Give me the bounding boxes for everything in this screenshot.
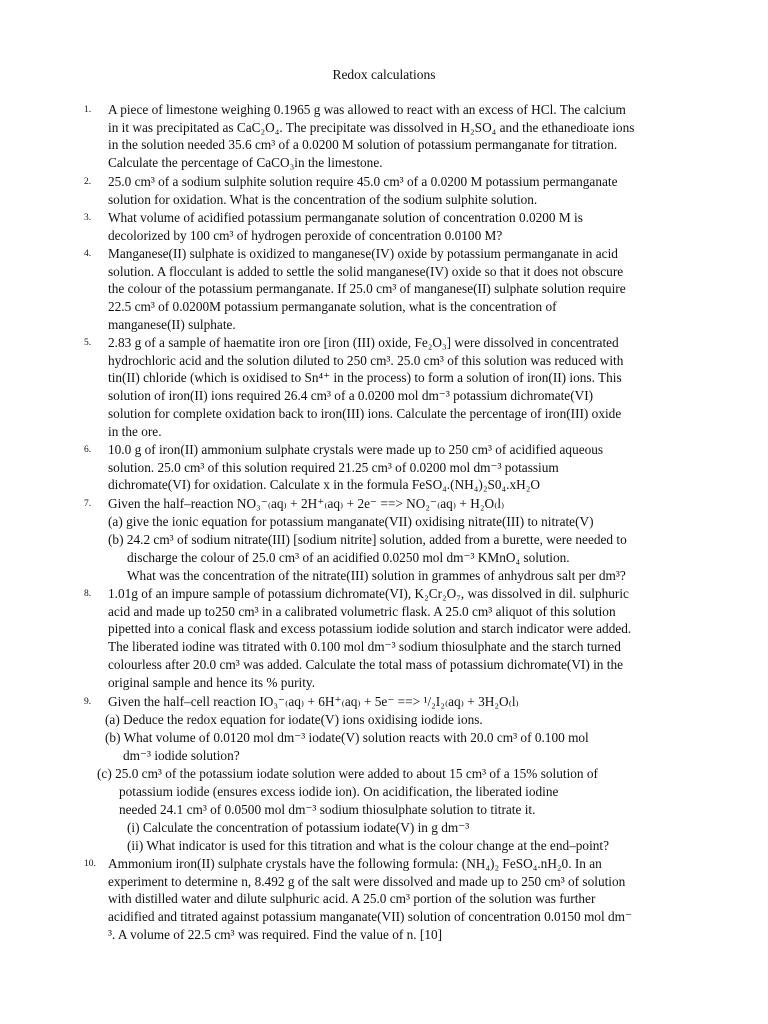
question-text [108,441,714,494]
question-text [108,334,714,440]
question-number: 7. [84,499,92,509]
text-line: dichromate(VI) for oxidation. Calculate x in the formula FeSO₄.(NH₄)₂S0₄.xH₂O [108,477,540,493]
text-line: The liberated iodine was titrated with 0.100 mol dm⁻³ sodium thiosulphate and the starch turned [108,639,621,655]
text-line: colourless after 20.0 cm³ was added. Calculate the total mass of potassium dichromate(VI) in the [108,656,624,672]
text-line: 2.83 g of a sample of haematite iron ore [iron (III) oxide, Fe₂O₃] were dissolved in concentrated [108,335,619,350]
question-number: 10. [84,859,96,869]
text-line: Calculate the percentage of CaCO₃in the limestone. [108,155,383,171]
text-line: solution. A flocculant is added to settle the solid manganese(IV) oxide so that it does not obscure [108,263,624,279]
question-number: 5. [84,338,92,348]
subpart-a: (a) Deduce the redox equation for iodate(V) ions oxidising iodide ions. [105,712,483,727]
text-line: in it was precipitated as CaC₂O₄. The precipitate was dissolved in H₂SO₄ and the ethanedioate ions [108,119,635,135]
text-line: pipetted into a conical flask and excess potassium iodide solution and starch indicator were added. [108,621,632,637]
text-line: experiment to determine n, 8.492 g of the salt were dissolved and made up to 250 cm³ of solution [108,873,626,889]
subpart-b-line: What was the concentration of the nitrate(III) solution in grammes of anhydrous salt per dm³? [127,568,626,583]
question-number: 9. [84,697,92,707]
question-stem: Given the half–reaction NO₃⁻₍aq₎ + 2H⁺₍aq₎ + 2e⁻ ==> NO₂⁻₍aq₎ + H₂O₍l₎ [108,496,505,511]
subpart-b-line: discharge the colour of 25.0 cm³ of an acidified 0.0250 mol dm⁻³ KMnO₄ solution. [127,550,570,565]
text-line: 22.5 cm³ of 0.0200M potassium permanganate solution, what is the concentration of [108,299,557,315]
text-line: tin(II) chloride (which is oxidised to Sn⁴⁺ in the process) to form a solution of iron(II) ions. This [108,370,622,386]
text-line: in the solution needed 35.6 cm³ of a 0.0200 M solution of potassium permanganate for titration. [108,137,618,153]
text-line: 10.0 g of iron(II) ammonium sulphate crystals were made up to 250 cm³ of acidified aqueous [108,442,604,457]
question-text [108,855,714,944]
text-line: in the ore. [108,423,162,439]
subpart-c-line: needed 24.1 cm³ of 0.0500 mol dm⁻³ sodium thiosulphate solution to titrate it. [119,802,536,817]
text-line: ³. A volume of 22.5 cm³ was required. Find the value of n. [10] [108,926,443,942]
question-number: 8. [84,589,92,599]
text-line: Manganese(II) sulphate is oxidized to manganese(IV) oxide by potassium permanganate in acid [108,246,618,261]
text-line: acid and made up to250 cm³ in a calibrated volumetric flask. A 25.0 cm³ aliquot of this solution [108,603,616,619]
question-text [108,209,714,244]
question-text [108,585,714,691]
subpart-b-line: (b) 24.2 cm³ of sodium nitrate(III) [sodium nitrite] solution, added from a burette, were needed to [108,532,627,547]
text-line: the colour of the potassium permanganate. If 25.0 cm³ of manganese(II) sulphate solution require [108,281,626,297]
text-line: original sample and hence its % purity. [108,674,316,690]
text-line: acidified and titrated against potassium manganate(VII) solution of concentration 0.0150 mol dm⁻ [108,909,632,925]
subpart-b-line: (b) What volume of 0.0120 mol dm⁻³ iodate(V) solution reacts with 20.0 cm³ of 0.100 mol [105,730,589,745]
text-line: decolorized by 100 cm³ of hydrogen peroxide of concentration 0.0100 M? [108,227,503,243]
question-number: 6. [84,445,92,455]
page-title: Redox calculations [332,67,436,82]
subpart-c-line: potassium iodide (ensures excess iodide ion). On acidification, the liberated iodine [119,784,559,799]
question-stem: Given the half–cell reaction IO₃⁻₍aq₎ + 6H⁺₍aq₎ + 5e⁻ ==> ¹/₂I₂₍aq₎ + 3H₂O₍l₎ [108,694,519,709]
text-line: with distilled water and dilute sulphuric acid. A 25.0 cm³ portion of the solution was further [108,891,596,907]
text-line: manganese(II) sulphate. [108,316,236,332]
text-line: 25.0 cm³ of a sodium sulphite solution require 45.0 cm³ of a 0.0200 M potassium permanganate [108,174,618,189]
question-number: 2. [84,177,92,187]
text-line: hydrochloric acid and the solution diluted to 250 cm³. 25.0 cm³ of this solution was reduced with [108,352,624,368]
subpart-c-ii: (ii) What indicator is used for this titration and what is the colour change at the end–point? [127,838,610,853]
text-line: solution. 25.0 cm³ of this solution required 21.25 cm³ of 0.0200 mol dm⁻³ potassium [108,459,559,475]
question-number: 1. [84,105,92,115]
text-line: solution for complete oxidation back to iron(III) ions. Calculate the percentage of iron(III) oxide [108,405,622,421]
text-line: What volume of acidified potassium permanganate solution of concentration 0.0200 M is [108,210,583,225]
question-text [108,245,714,334]
text-line: solution of iron(II) ions required 26.4 cm³ of a 0.0200 mol dm⁻³ potassium dichromate(VI) [108,388,594,404]
question-text [108,101,714,172]
question-text [108,173,714,208]
text-line: Ammonium iron(II) sulphate crystals have the following formula: (NH₄)₂ FeSO₄.nH₂0. In an [108,856,602,871]
text-line: 1.01g of an impure sample of potassium dichromate(VI), K₂Cr₂O₇, was dissolved in dil. sulphuric [108,586,629,601]
text-line: solution for oxidation. What is the concentration of the sodium sulphite solution. [108,191,538,207]
subpart-b-line: dm⁻³ iodide solution? [123,748,240,763]
subpart-c-i: (i) Calculate the concentration of potassium iodate(V) in g dm⁻³ [127,820,470,835]
subpart-c-line: (c) 25.0 cm³ of the potassium iodate solution were added to about 15 cm³ of a 15% solution of [97,766,598,781]
subpart-a: (a) give the ionic equation for potassium manganate(VII) oxidising nitrate(III) to nitrate(V) [108,514,594,529]
text-line: A piece of limestone weighing 0.1965 g was allowed to react with an excess of HCl. The calcium [108,102,626,117]
question-number: 4. [84,249,92,259]
question-number: 3. [84,213,92,223]
